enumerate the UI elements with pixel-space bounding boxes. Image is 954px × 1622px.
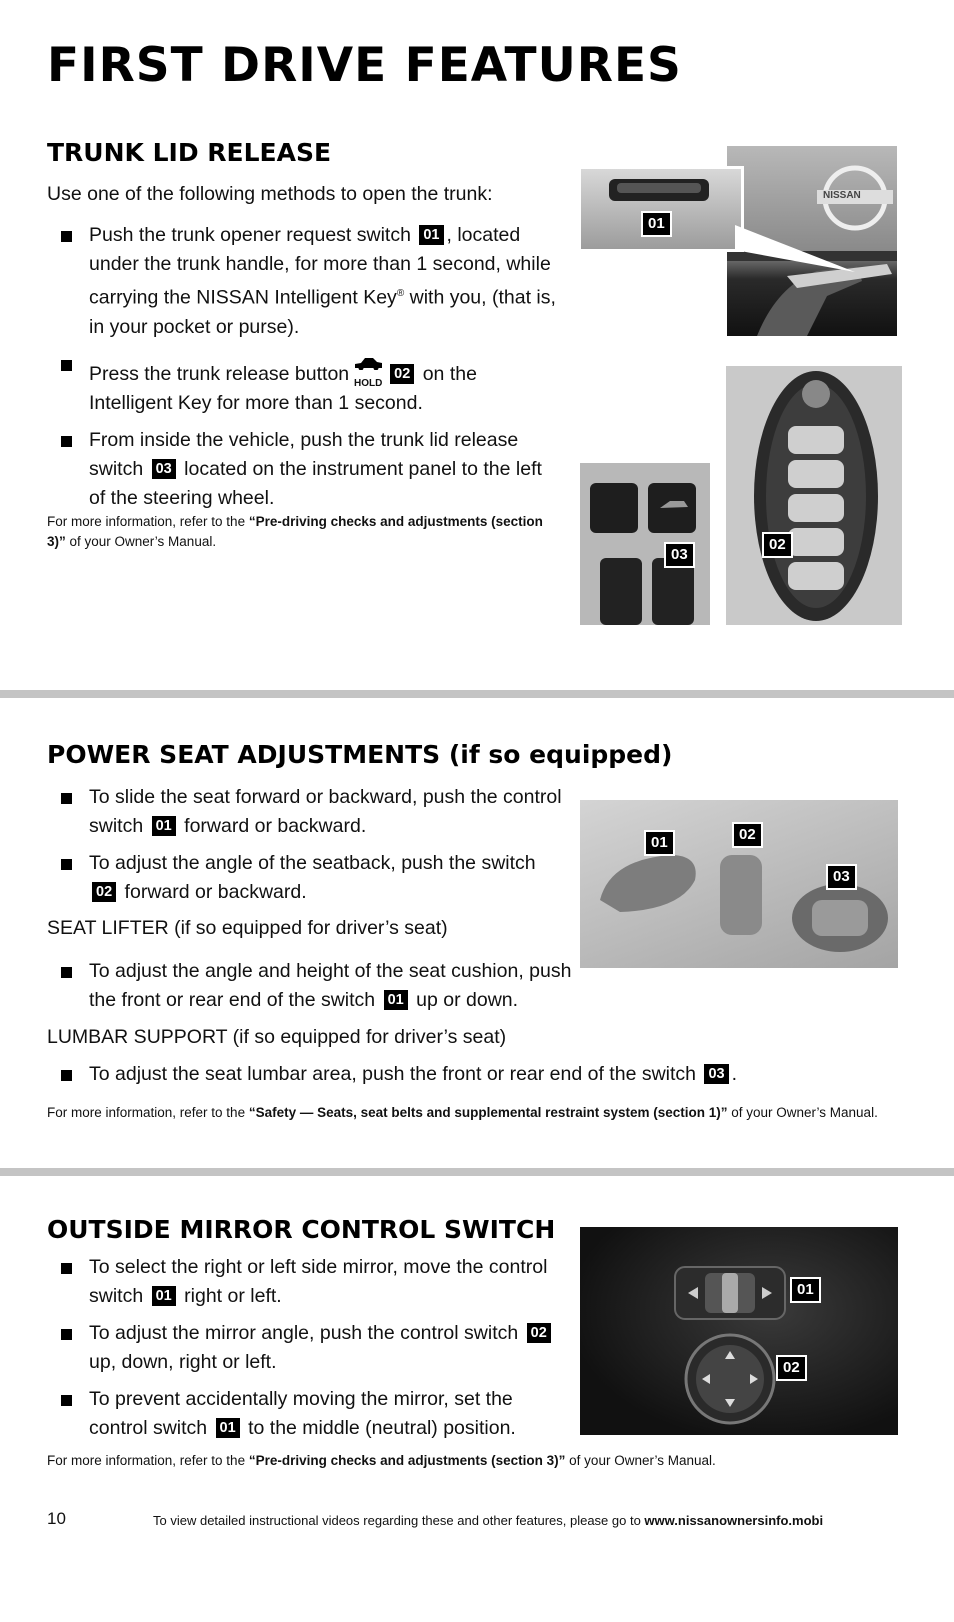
trunk-step-1 (47, 221, 557, 342)
trunk-heading: TRUNK LID RELEASE (47, 138, 332, 167)
mirror-callout-02: 02 (776, 1355, 807, 1381)
seat-heading: POWER SEAT ADJUSTMENTS (if so equipped) (47, 740, 673, 769)
car-trunk-icon (353, 350, 383, 389)
trunk-callout-01: 01 (641, 211, 672, 237)
seat-step-1-text: To slide the seat forward or backward, push the control switch (89, 786, 562, 837)
seat-lifter-steps (47, 957, 587, 1023)
trunk-intro: Use one of the following methods to open the trunk: (47, 183, 493, 205)
callout-badge-03: 03 (152, 459, 176, 479)
mirror-steps (47, 1253, 567, 1451)
note-reference: “Safety — Seats, seat belts and supplemental restraint system (section 1)” (248, 1105, 728, 1120)
seat-step-4 (47, 1060, 847, 1089)
seat-step-2 (47, 849, 567, 907)
trunk-step-2-text-2: on the Intelligent Key for more than 1 second. (89, 362, 477, 414)
trunk-steps (47, 221, 557, 521)
trunk-note (47, 512, 547, 552)
intelligent-key-photo (726, 366, 902, 625)
instrument-panel-photo (580, 463, 710, 625)
trunk-step-1-text: Push the trunk opener request switch (89, 224, 411, 246)
trunk-callout-03: 03 (664, 542, 695, 568)
seat-callout-02: 02 (732, 822, 763, 848)
note-reference: “Pre-driving checks and adjustments (section 3)” (248, 1453, 566, 1468)
seat-step-2-text: To adjust the angle of the seatback, push the switch (89, 852, 536, 874)
trunk-step-1-text-2: , located under the trunk handle, for more than 1 second, while carrying the NISSAN Intelligent Key (89, 224, 551, 309)
seat-step-4-text: To adjust the seat lumbar area, push the front or rear end of the switch (89, 1063, 697, 1085)
callout-badge-01: 01 (152, 816, 176, 836)
lumbar-label: LUMBAR SUPPORT (if so equipped for driver’s seat) (47, 1026, 507, 1048)
mirror-step-3-text: To prevent accidentally moving the mirror, set the control switch (89, 1388, 513, 1439)
mirror-step-2 (47, 1319, 567, 1377)
mirror-step-3 (47, 1385, 567, 1443)
note-text-end: of your Owner’s Manual. (65, 534, 217, 549)
seat-callout-01: 01 (644, 830, 675, 856)
mirror-step-3-text-2: to the middle (neutral) position. (242, 1417, 516, 1439)
footer-text (153, 1511, 823, 1531)
registered-mark: ® (396, 288, 405, 299)
seat-note (47, 1103, 887, 1123)
mirror-switch-photo (580, 1227, 898, 1435)
mirror-step-1-text-2: right or left. (178, 1285, 282, 1307)
mirror-heading: OUTSIDE MIRROR CONTROL SWITCH (47, 1215, 556, 1244)
page-title: FIRST DRIVE FEATURES (47, 38, 682, 93)
callout-badge-02: 02 (527, 1323, 551, 1343)
callout-badge-01: 01 (419, 225, 443, 245)
mirror-step-1 (47, 1253, 567, 1311)
page-number: 10 (47, 1509, 66, 1528)
seat-steps (47, 783, 567, 915)
callout-badge-01: 01 (216, 1418, 240, 1438)
mirror-step-1-text: To select the right or left side mirror, move the control switch (89, 1256, 548, 1307)
callout-badge-01: 01 (384, 990, 408, 1010)
nissan-emblem-text: NISSAN (823, 190, 861, 201)
seat-step-2-text-2: forward or backward. (119, 881, 307, 903)
trunk-step-2 (47, 350, 557, 418)
callout-badge-02: 02 (92, 882, 116, 902)
seat-callout-03: 03 (826, 864, 857, 890)
note-text: For more information, refer to the (47, 1453, 249, 1468)
zoom-leader-lines (735, 220, 865, 280)
mirror-step-2-text: To adjust the mirror angle, push the control switch (89, 1322, 519, 1344)
trunk-step-2-text: Press the trunk release button (89, 362, 350, 385)
note-reference: “Pre-driving checks and adjustments (section 3)” (47, 514, 543, 549)
mirror-step-2-text-2: up, down, right or left. (89, 1351, 277, 1373)
seat-step-1 (47, 783, 567, 841)
trunk-step-3-text: From inside the vehicle, push the trunk lid release switch (89, 428, 519, 480)
seat-step-1-text-2: forward or backward. (178, 815, 367, 837)
footer-text-body: To view detailed instructional videos regarding these and other features, please go to (153, 1513, 645, 1528)
callout-badge-03: 03 (704, 1064, 728, 1084)
section-divider (0, 690, 954, 698)
note-text: For more information, refer to the (47, 514, 249, 529)
callout-badge-01: 01 (152, 1286, 176, 1306)
hold-label: HOLD (353, 377, 383, 389)
trunk-step-1-text-3: with you, (that is, in your pocket or purse). (89, 286, 556, 338)
section-divider (0, 1168, 954, 1176)
callout-badge-02: 02 (390, 364, 414, 384)
footer-url[interactable]: www.nissanownersinfo.mobi (644, 1513, 824, 1528)
seat-step-3 (47, 957, 587, 1015)
note-text-end: of your Owner’s Manual. (727, 1105, 878, 1120)
seat-switch-photo (580, 800, 898, 968)
note-text-end: of your Owner’s Manual. (565, 1453, 716, 1468)
seat-step-4-text-2: . (731, 1063, 737, 1085)
seat-lifter-label: SEAT LIFTER (if so equipped for driver’s seat) (47, 917, 448, 939)
lumbar-steps (47, 1060, 847, 1097)
seat-step-3-text: To adjust the angle and height of the seat cushion, push the front or rear end of the switch (89, 960, 572, 1011)
trunk-step-3 (47, 426, 557, 513)
trunk-switch-inset-photo (578, 166, 744, 252)
trunk-step-3-text-2: located on the instrument panel to the left of the steering wheel. (89, 457, 542, 509)
trunk-callout-02: 02 (762, 532, 793, 558)
note-text: For more information, refer to the (47, 1105, 249, 1120)
mirror-note (47, 1451, 907, 1471)
mirror-callout-01: 01 (790, 1277, 821, 1303)
seat-step-3-text-2: up or down. (410, 989, 519, 1011)
